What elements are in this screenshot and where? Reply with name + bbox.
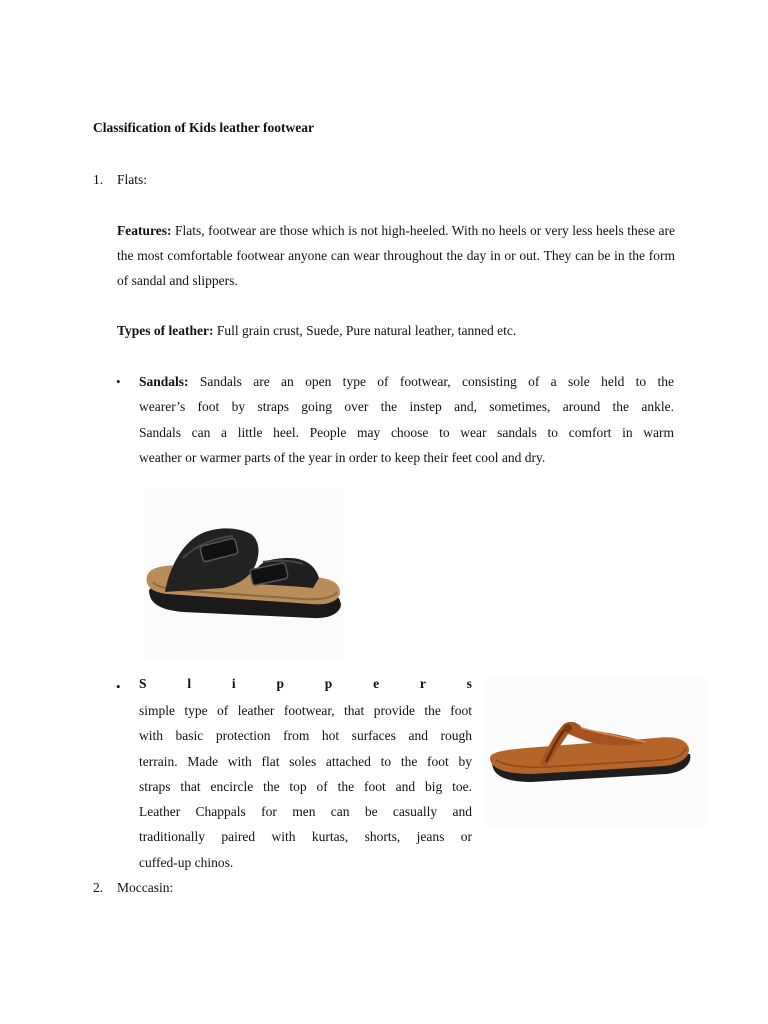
slippers-line-7: cuffed-up chinos. (139, 854, 234, 870)
sandals-line-4: weather or warmer parts of the year in order to keep their feet cool and dry. (139, 449, 546, 465)
sandal-image (143, 488, 343, 658)
slippers-line-5: Leather Chappals for men can be casually and (139, 804, 472, 820)
slippers-letter: i (231, 676, 236, 691)
section-number-moccasin: 2. (93, 880, 104, 895)
slippers-label (139, 676, 472, 692)
section-label-flats: Flats: (117, 172, 148, 187)
sandals-paragraph (139, 369, 674, 470)
slippers-letter: p (276, 676, 284, 691)
slippers-line-6: traditionally paired with kurtas, shorts, jeans or (139, 829, 472, 845)
features-text: Flats, footwear are those which is not high-heeled. With no heels or very less heels these are the most comfortable footwear anyone can wear throughout the day in or out. They can be in the form of sandal and slippers. (117, 223, 676, 288)
slippers-letter: p (324, 676, 333, 691)
slippers-line-4: straps that encircle the top of the foot and big toe. (139, 778, 472, 794)
slippers-line-2: with basic protection from hot surfaces and rough (139, 728, 472, 744)
types-of-leather-paragraph (117, 318, 675, 343)
slippers-letter: r (419, 676, 426, 691)
slippers-letter: s (466, 676, 472, 691)
features-label: Features: (117, 223, 172, 238)
sandals-label: Sandals: (139, 374, 189, 389)
bullet-slippers: • (116, 679, 121, 694)
section-number-flats: 1. (93, 172, 104, 187)
sandals-line-3: Sandals can a little heel. People may choose to wear sandals to comfort in warm (139, 424, 674, 440)
types-of-leather-text: Full grain crust, Suede, Pure natural leather, tanned etc. (216, 323, 517, 338)
slippers-line-1: simple type of leather footwear, that provide the foot (139, 703, 472, 718)
features-paragraph (117, 218, 675, 293)
slippers-letter: S (139, 676, 147, 691)
slippers-line-3: terrain. Made with flat soles attached to the foot by (139, 753, 472, 769)
document-title: Classification of Kids leather footwear (93, 120, 314, 135)
bullet-sandals: • (116, 374, 121, 389)
sandals-line-1: Sandals are an open type of footwear, consisting of a sole held to the (199, 374, 675, 389)
slipper-image (486, 676, 706, 826)
types-of-leather-label: Types of leather: (117, 323, 214, 338)
slippers-paragraph (139, 698, 472, 875)
sandals-line-2: wearer’s foot by straps going over the instep and, sometimes, around the ankle. (139, 399, 674, 415)
slippers-letter: e (373, 676, 380, 691)
slippers-letter: l (187, 676, 192, 691)
section-label-moccasin: Moccasin: (117, 880, 174, 895)
